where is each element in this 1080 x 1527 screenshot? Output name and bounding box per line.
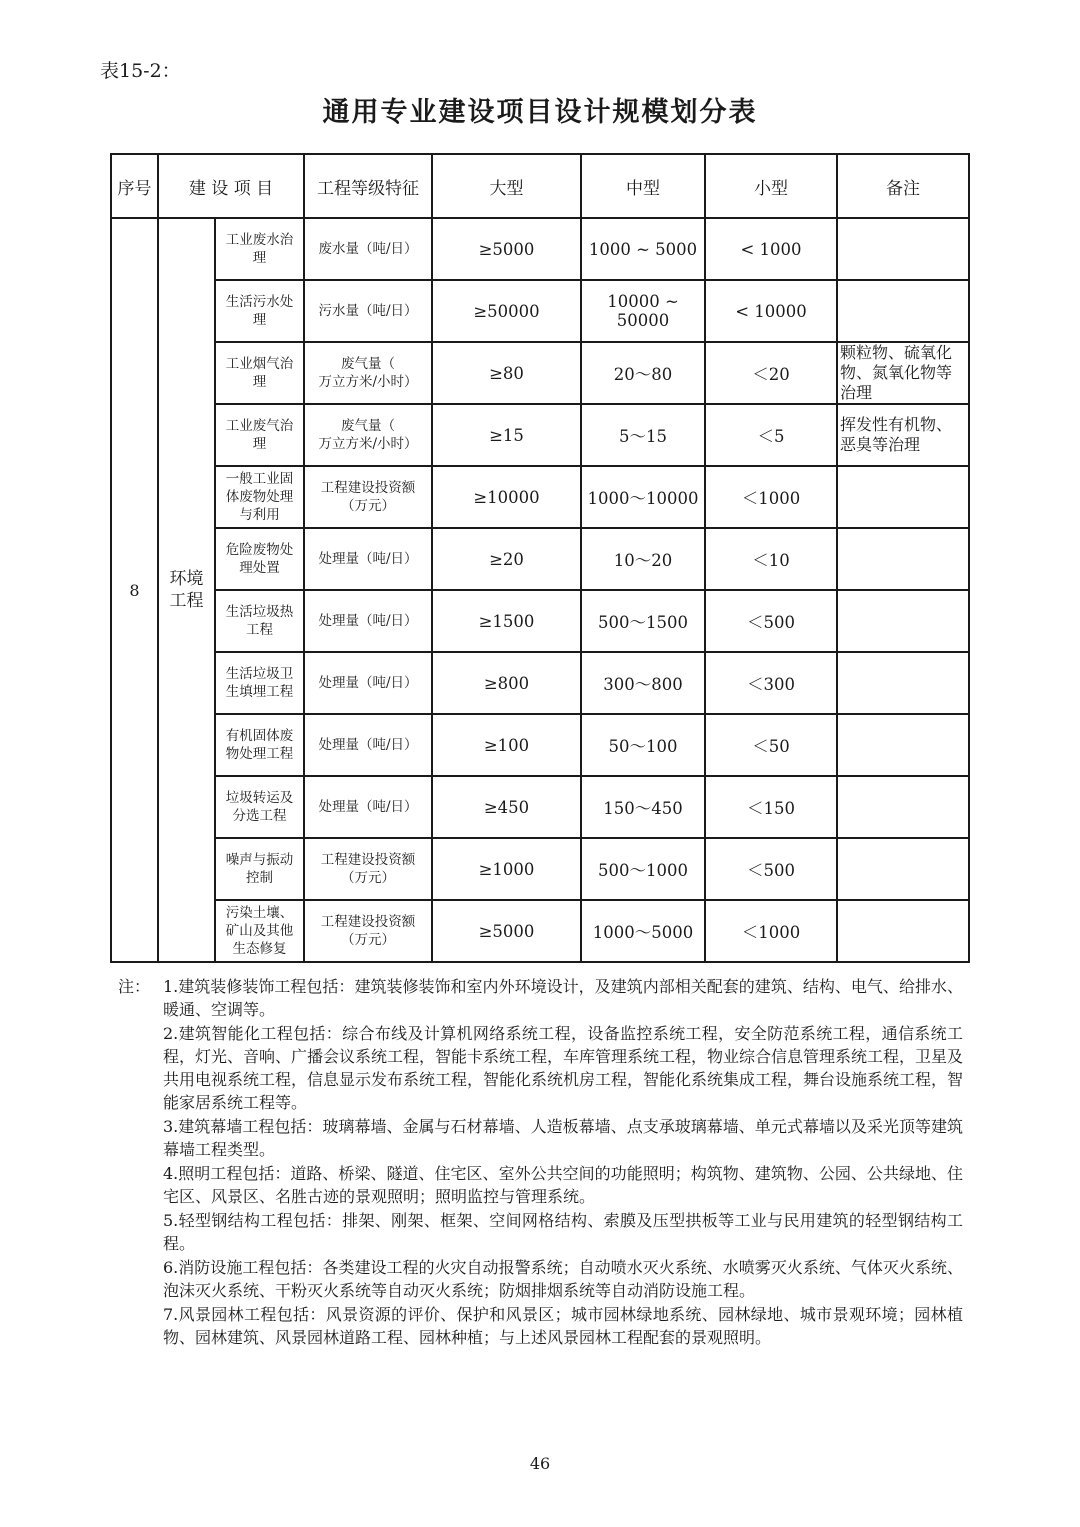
- notes-section: [118, 975, 963, 1350]
- table-body: [111, 218, 969, 962]
- table-row: [111, 218, 969, 280]
- project-item-cell: 一般工业固 体废物处理 与利用: [215, 466, 304, 528]
- table-row: [111, 528, 969, 590]
- remark-cell: [837, 218, 969, 280]
- remark-cell: [837, 776, 969, 838]
- feature-cell: 工程建设投资额 （万元）: [304, 900, 432, 962]
- notes-list: [118, 975, 963, 1349]
- table-row: [111, 714, 969, 776]
- table-row: [111, 776, 969, 838]
- medium-value-cell: 5～15: [581, 404, 705, 466]
- remark-cell: [837, 900, 969, 962]
- table-row: [111, 900, 969, 962]
- large-value-cell: ≥100: [432, 714, 581, 776]
- header-small: 小型: [705, 154, 837, 218]
- project-item-cell: 生活污水处 理: [215, 280, 304, 342]
- feature-cell: 处理量（吨/日）: [304, 776, 432, 838]
- project-item-cell: 污染土壤、 矿山及其他 生态修复: [215, 900, 304, 962]
- remark-cell: [837, 528, 969, 590]
- project-item-cell: 危险废物处 理处置: [215, 528, 304, 590]
- feature-cell: 处理量（吨/日）: [304, 652, 432, 714]
- large-value-cell: ≥450: [432, 776, 581, 838]
- large-value-cell: ≥1000: [432, 838, 581, 900]
- table-header-row: [111, 154, 969, 218]
- small-value-cell: ＜500: [705, 590, 837, 652]
- header-large: 大型: [432, 154, 581, 218]
- project-item-cell: 工业烟气治 理: [215, 342, 304, 404]
- medium-value-cell: 50～100: [581, 714, 705, 776]
- small-value-cell: ＜1000: [705, 466, 837, 528]
- project-item-cell: 生活垃圾热 工程: [215, 590, 304, 652]
- large-value-cell: ≥50000: [432, 280, 581, 342]
- project-item-cell: 工业废水治 理: [215, 218, 304, 280]
- header-seq: 序号: [111, 154, 158, 218]
- feature-cell: 废气量（ 万立方米/小时）: [304, 342, 432, 404]
- medium-value-cell: 500～1500: [581, 590, 705, 652]
- note-item: 6.消防设施工程包括：各类建设工程的火灾自动报警系统；自动喷水灭火系统、水喷雾灭火系统、气体灭火系统、泡沫灭火系统、干粉灭火系统等自动灭火系统；防烟排烟系统等自动消防设施工程。: [163, 1258, 963, 1300]
- large-value-cell: ≥20: [432, 528, 581, 590]
- notes-label: 注：: [118, 977, 151, 996]
- small-value-cell: ＜10: [705, 528, 837, 590]
- note-item: 3.建筑幕墙工程包括：玻璃幕墙、金属与石材幕墙、人造板幕墙、点支承玻璃幕墙、单元式幕墙以及采光顶等建筑幕墙工程类型。: [163, 1117, 963, 1159]
- remark-cell: [837, 466, 969, 528]
- table-row: [111, 404, 969, 466]
- table-label: 表15-2：: [100, 60, 181, 82]
- small-value-cell: ＜500: [705, 838, 837, 900]
- page-number: 46: [529, 1454, 551, 1473]
- table-row: [111, 838, 969, 900]
- medium-value-cell: 10000 ~ 50000: [581, 280, 705, 342]
- medium-value-cell: 1000～5000: [581, 900, 705, 962]
- small-value-cell: < 1000: [705, 218, 837, 280]
- small-value-cell: < 10000: [705, 280, 837, 342]
- table-row: [111, 590, 969, 652]
- remark-cell: [837, 590, 969, 652]
- feature-cell: 工程建设投资额 （万元）: [304, 466, 432, 528]
- table-row: [111, 466, 969, 528]
- note-item: 4.照明工程包括：道路、桥梁、隧道、住宅区、室外公共空间的功能照明；构筑物、建筑物、公园、公共绿地、住宅区、风景区、名胜古迹的景观照明；照明监控与管理系统。: [163, 1164, 963, 1206]
- small-value-cell: ＜150: [705, 776, 837, 838]
- remark-cell: 颗粒物、硫氧化物、氮氧化物等治理: [837, 342, 969, 404]
- medium-value-cell: 10～20: [581, 528, 705, 590]
- project-item-cell: 工业废气治 理: [215, 404, 304, 466]
- table-row: [111, 280, 969, 342]
- large-value-cell: ≥5000: [432, 218, 581, 280]
- design-scale-table: [110, 153, 970, 963]
- feature-cell: 处理量（吨/日）: [304, 528, 432, 590]
- feature-cell: 处理量（吨/日）: [304, 714, 432, 776]
- small-value-cell: ＜1000: [705, 900, 837, 962]
- feature-cell: 处理量（吨/日）: [304, 590, 432, 652]
- feature-cell: 污水量（吨/日）: [304, 280, 432, 342]
- medium-value-cell: 500～1000: [581, 838, 705, 900]
- header-remark: 备注: [837, 154, 969, 218]
- remark-cell: 挥发性有机物、恶臭等治理: [837, 404, 969, 466]
- medium-value-cell: 20～80: [581, 342, 705, 404]
- header-item: 建 设 项 目: [158, 154, 304, 218]
- remark-cell: [837, 280, 969, 342]
- header-feature: 工程等级特征: [304, 154, 432, 218]
- note-item: 7.风景园林工程包括：风景资源的评价、保护和风景区；城市园林绿地系统、园林绿地、城市景观环境；园林植物、园林建筑、风景园林道路工程、园林种植；与上述风景园林工程配套的景观照明。: [163, 1305, 963, 1347]
- feature-cell: 工程建设投资额 （万元）: [304, 838, 432, 900]
- large-value-cell: ≥800: [432, 652, 581, 714]
- project-item-cell: 垃圾转运及 分选工程: [215, 776, 304, 838]
- small-value-cell: ＜20: [705, 342, 837, 404]
- medium-value-cell: 150～450: [581, 776, 705, 838]
- note-item: 2.建筑智能化工程包括：综合布线及计算机网络系统工程，设备监控系统工程，安全防范系统工程，通信系统工程，灯光、音响、广播会议系统工程，智能卡系统工程，车库管理系统工程，物业综合信息管理系统工程，卫星及共用电视系统工程，信息显示发布系统工程，智能化系统机房工程，智能化系统集成工程，舞台设施系统工程，智能家居系统工程等。: [163, 1024, 964, 1112]
- group-category: 环境 工程: [158, 218, 215, 962]
- medium-value-cell: 1000～10000: [581, 466, 705, 528]
- project-item-cell: 噪声与振动 控制: [215, 838, 304, 900]
- project-item-cell: 生活垃圾卫 生填埋工程: [215, 652, 304, 714]
- table-row: [111, 342, 969, 404]
- small-value-cell: ＜5: [705, 404, 837, 466]
- table-row: [111, 652, 969, 714]
- feature-cell: 废水量（吨/日）: [304, 218, 432, 280]
- large-value-cell: ≥1500: [432, 590, 581, 652]
- feature-cell: 废气量（ 万立方米/小时）: [304, 404, 432, 466]
- large-value-cell: ≥5000: [432, 900, 581, 962]
- group-seq: 8: [111, 218, 158, 962]
- large-value-cell: ≥15: [432, 404, 581, 466]
- header-medium: 中型: [581, 154, 705, 218]
- note-item: 1.建筑装修装饰工程包括：建筑装修装饰和室内外环境设计，及建筑内部相关配套的建筑、结构、电气、给排水、暖通、空调等。: [163, 977, 963, 1019]
- small-value-cell: ＜50: [705, 714, 837, 776]
- small-value-cell: ＜300: [705, 652, 837, 714]
- medium-value-cell: 300～800: [581, 652, 705, 714]
- note-item: 5.轻型钢结构工程包括：排架、刚架、框架、空间网格结构、索膜及压型拱板等工业与民用建筑的轻型钢结构工程。: [163, 1211, 963, 1253]
- remark-cell: [837, 714, 969, 776]
- project-item-cell: 有机固体废 物处理工程: [215, 714, 304, 776]
- medium-value-cell: 1000 ~ 5000: [581, 218, 705, 280]
- large-value-cell: ≥80: [432, 342, 581, 404]
- remark-cell: [837, 652, 969, 714]
- large-value-cell: ≥10000: [432, 466, 581, 528]
- page-title: 通用专业建设项目设计规模划分表: [322, 97, 758, 128]
- remark-cell: [837, 838, 969, 900]
